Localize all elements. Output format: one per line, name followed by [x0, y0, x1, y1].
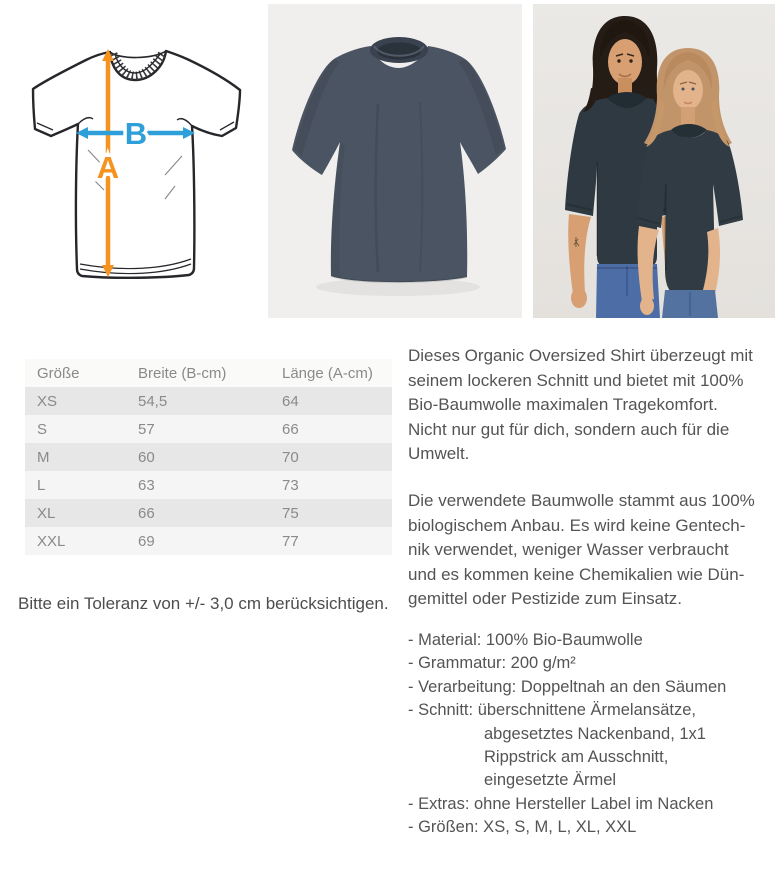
models-photo	[533, 4, 775, 318]
description-line: seinem lockeren Schnitt und bietet mit 100%	[408, 370, 744, 390]
description-line: Bio-Baumwolle maximalen Tragekomfort.	[408, 395, 718, 415]
table-row	[25, 527, 392, 555]
width-cell: 63	[138, 476, 155, 494]
col-header-width: Breite (B-cm)	[138, 364, 227, 382]
product-photo-flat[interactable]	[268, 4, 522, 318]
width-cell: 66	[138, 504, 155, 522]
length-cell: 64	[282, 392, 299, 410]
detail-item-extras: - Extras: ohne Hersteller Label im Nacken	[408, 794, 714, 813]
description-paragraph-1	[408, 344, 774, 467]
size-table-header-row	[25, 359, 392, 387]
measure-label-a: A	[96, 150, 120, 185]
product-detail-list	[408, 629, 774, 840]
detail-item-schnitt: - Schnitt: überschnittene Ärmelansätze,	[408, 701, 696, 720]
table-row	[25, 471, 392, 499]
detail-item-groessen: - Größen: XS, S, M, L, XL, XXL	[408, 818, 637, 837]
description-line: Die verwendete Baumwolle stammt aus 100%	[408, 490, 755, 510]
tolerance-note: Bitte ein Toleranz von +/- 3,0 cm berücksichtigen.	[18, 594, 389, 613]
width-cell: 54,5	[138, 392, 168, 410]
table-row	[25, 415, 392, 443]
description-line: gemittel oder Pestizide zum Einsatz.	[408, 589, 683, 609]
size-table	[25, 359, 392, 555]
width-cell: 57	[138, 420, 155, 438]
size-cell: M	[37, 448, 50, 466]
description-paragraph-2	[408, 489, 774, 612]
size-cell: XL	[37, 504, 56, 522]
size-cell: XXL	[37, 532, 66, 550]
tshirt-outline	[33, 51, 240, 278]
detail-item-grammatur: - Grammatur: 200 g/m²	[408, 654, 576, 673]
detail-item-schnitt-cont: Rippstrick am Ausschnitt,	[484, 747, 669, 766]
product-description	[408, 344, 774, 840]
size-measurement-diagram[interactable]	[14, 28, 246, 280]
size-cell: L	[37, 476, 46, 494]
table-row	[25, 443, 392, 471]
length-cell: 70	[282, 448, 299, 466]
length-cell: 66	[282, 420, 299, 438]
description-line: Umwelt.	[408, 444, 470, 464]
col-header-size: Größe	[37, 364, 80, 382]
table-row	[25, 387, 392, 415]
description-line: Dieses Organic Oversized Shirt überzeugt mit	[408, 346, 753, 365]
product-photo-models[interactable]	[533, 4, 775, 318]
length-cell: 73	[282, 476, 299, 494]
length-cell: 77	[282, 532, 299, 550]
measure-label-b: B	[124, 116, 148, 151]
size-cell: S	[37, 420, 48, 438]
description-line: biologischem Anbau. Es wird keine Gentech-	[408, 515, 746, 535]
detail-item-material: - Material: 100% Bio-Baumwolle	[408, 630, 643, 649]
description-line: nik verwendet, weniger Wasser verbraucht	[408, 540, 729, 560]
tshirt-measure-drawing	[14, 28, 246, 280]
table-row	[25, 499, 392, 527]
width-cell: 60	[138, 448, 155, 466]
flat-tshirt-photo	[268, 4, 522, 318]
detail-item-schnitt-cont: abgesetztes Nackenband, 1x1	[484, 724, 706, 743]
detail-item-verarbeitung: - Verarbeitung: Doppeltnah an den Säumen	[408, 677, 727, 696]
description-line: und es kommen keine Chemikalien wie Dün-	[408, 564, 745, 584]
col-header-length: Länge (A-cm)	[282, 364, 373, 382]
size-cell: XS	[37, 392, 58, 410]
detail-item-schnitt-cont: eingesetzte Ärmel	[484, 771, 617, 790]
width-cell: 69	[138, 532, 155, 550]
description-line: Nicht nur gut für dich, sondern auch für die	[408, 419, 730, 439]
length-cell: 75	[282, 504, 299, 522]
